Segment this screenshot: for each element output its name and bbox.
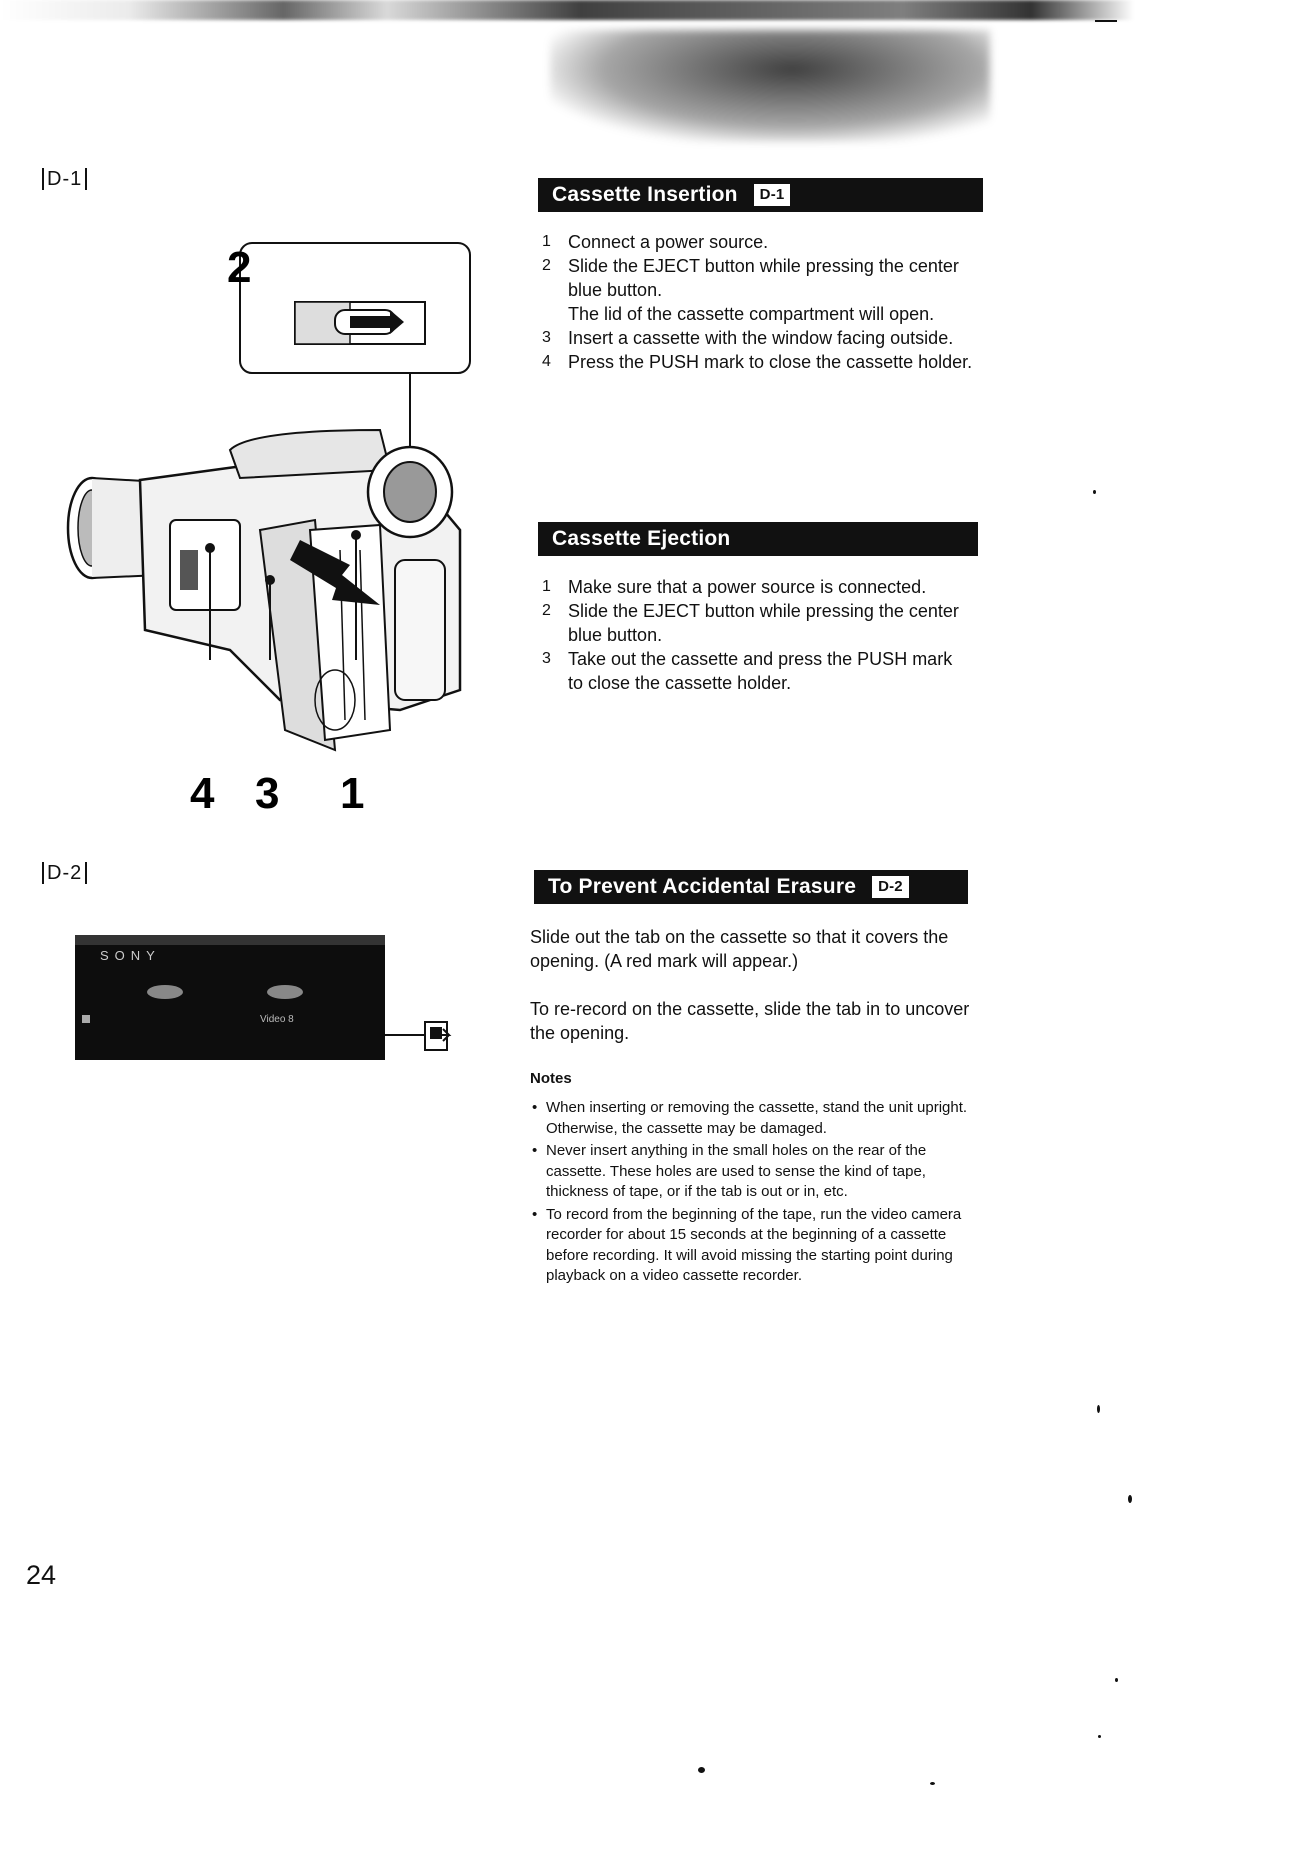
- section-header-cassette-insertion: Cassette Insertion D-1: [538, 178, 983, 212]
- figure-label-d2: D-2: [42, 862, 87, 885]
- list-item: 3 Insert a cassette with the window facing outside.: [542, 328, 954, 348]
- list-item: • To record from the beginning of the tape, run the video camera recorder for about 15 seconds at the beginning of a cassette before recording. It will avoid missing the starting point during playback on a video cassette recorder.: [530, 1205, 970, 1287]
- list-item: 3 Take out the cassette and press the PUSH mark to close the cassette holder.: [542, 649, 953, 693]
- list-item: 2 Slide the EJECT button while pressing the center blue button.: [542, 601, 959, 645]
- notes-title: Notes: [530, 1070, 572, 1087]
- scan-speck: [1128, 1495, 1132, 1503]
- notes-list: [530, 1098, 970, 1289]
- list-item: 1 Make sure that a power source is connected.: [542, 577, 927, 597]
- section-header-cassette-ejection: Cassette Ejection: [538, 522, 978, 556]
- callout-1: 1: [340, 769, 365, 818]
- list-item: • When inserting or removing the cassette, stand the unit upright. Otherwise, the cassette may be damaged.: [530, 1098, 970, 1139]
- figure-label-d1: D-1: [42, 168, 87, 191]
- insertion-steps: [538, 230, 978, 374]
- scan-speck: [1098, 1735, 1101, 1738]
- scan-speck: [698, 1767, 705, 1773]
- scan-speck: [1097, 1405, 1100, 1413]
- cassette-format: Video 8: [260, 1014, 294, 1025]
- ejection-steps: [538, 575, 968, 695]
- list-item: 1 Connect a power source.: [542, 232, 769, 252]
- section-header-erasure: To Prevent Accidental Erasure D-2: [534, 870, 968, 904]
- scan-speck: [1093, 490, 1096, 494]
- list-item: 2 Slide the EJECT button while pressing the center blue button. The lid of the cassette compartment will open.: [542, 256, 959, 324]
- scan-speck: [1095, 20, 1117, 22]
- callout-3: 3: [255, 769, 280, 818]
- erasure-paragraph-1: Slide out the tab on the cassette so that it covers the opening. (A red mark will appear.): [530, 927, 949, 971]
- callout-4: 4: [190, 769, 215, 818]
- scan-smudge-block: [550, 30, 990, 142]
- erasure-paragraph-2: To re-record on the cassette, slide the tab in to uncover the opening.: [530, 999, 970, 1043]
- figure-tag-d2: D-2: [872, 876, 909, 898]
- camcorder-illustration: [50, 230, 490, 830]
- figure-tag-d1: D-1: [754, 184, 791, 206]
- callout-2: 2: [227, 243, 252, 292]
- list-item: • Never insert anything in the small holes on the rear of the cassette. These holes are used to sense the kind of tape, thickness of tape, or if the tab is out or in, etc.: [530, 1141, 970, 1203]
- cassette-brand: SONY: [100, 948, 161, 963]
- list-item: 4 Press the PUSH mark to close the cassette holder.: [542, 352, 973, 372]
- scan-speck: [930, 1782, 935, 1785]
- scan-smudge-top: [0, 0, 1289, 20]
- scan-speck: [1115, 1678, 1118, 1682]
- cassette-illustration: [70, 930, 470, 1070]
- page-number: 24: [26, 1560, 57, 1590]
